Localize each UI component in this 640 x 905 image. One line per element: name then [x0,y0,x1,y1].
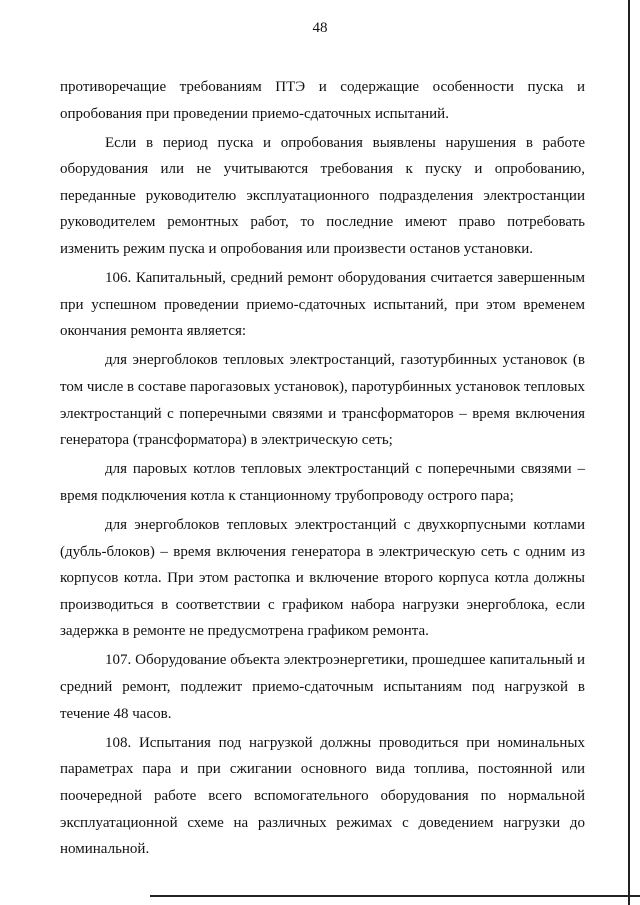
paragraph-106-double-blocks: для энергоблоков тепловых электростанций с двухкорпусными котлами (дубль-блоков) – время включения генератора в электрическую сеть с одним из корпусов котла. При этом растопка и включение второго корпуса котла должны производиться в соответствии с графиком набора нагрузки энергоблока, если задержка в ремонте не предусмотрена графиком ремонта. [60,517,585,640]
paragraph-108: 108. Испытания под нагрузкой должны проводиться при номинальных параметрах пара и при сжигании основного вида топлива, постоянной или поочередной работе всего вспомогательного оборудования по нормальной эксплуатационной схеме на различных режимах с доведением нагрузки до номинальной. [60,734,585,858]
paragraph-107: 107. Оборудование объекта электроэнергетики, прошедшее капитальный и средний ремонт, подлежит приемо-сдаточным испытаниям под нагрузкой в течение 48 часов. [60,652,585,722]
scan-page-edge-right [628,0,630,905]
paragraph-continuation: противоречащие требованиям ПТЭ и содержащие особенности пуска и опробования при проведении приемо-сдаточных испытаний. [60,79,585,122]
paragraph-106: 106. Капитальный, средний ремонт оборудования считается завершенным при успешном проведении приемо-сдаточных испытаний, при этом временем окончания ремонта является: [60,270,585,340]
paragraph-106-power-units: для энергоблоков тепловых электростанций, газотурбинных установок (в том числе в составе парогазовых установок), паротурбинных установок тепловых электростанций с поперечными связями и трансформаторов – время включения генератора (трансформатора) в электрическую сеть; [60,352,585,449]
scan-page-edge-bottom [150,895,640,897]
page-number: 48 [312,20,328,36]
paragraph-106-steam-boilers: для паровых котлов тепловых электростанций с поперечными связями – время подключения котла к станционному трубопроводу острого пара; [60,461,585,504]
document-body [60,74,585,865]
paragraph-startup-violations: Если в период пуска и опробования выявлены нарушения в работе оборудования или не учитываются требования к пуску и опробованию, переданные руководителю эксплуатационного подразделения электростанции руководителем ремонтных работ, то последние имеют право потребовать изменить режим пуска и опробования или произвести останов установки. [60,134,585,258]
